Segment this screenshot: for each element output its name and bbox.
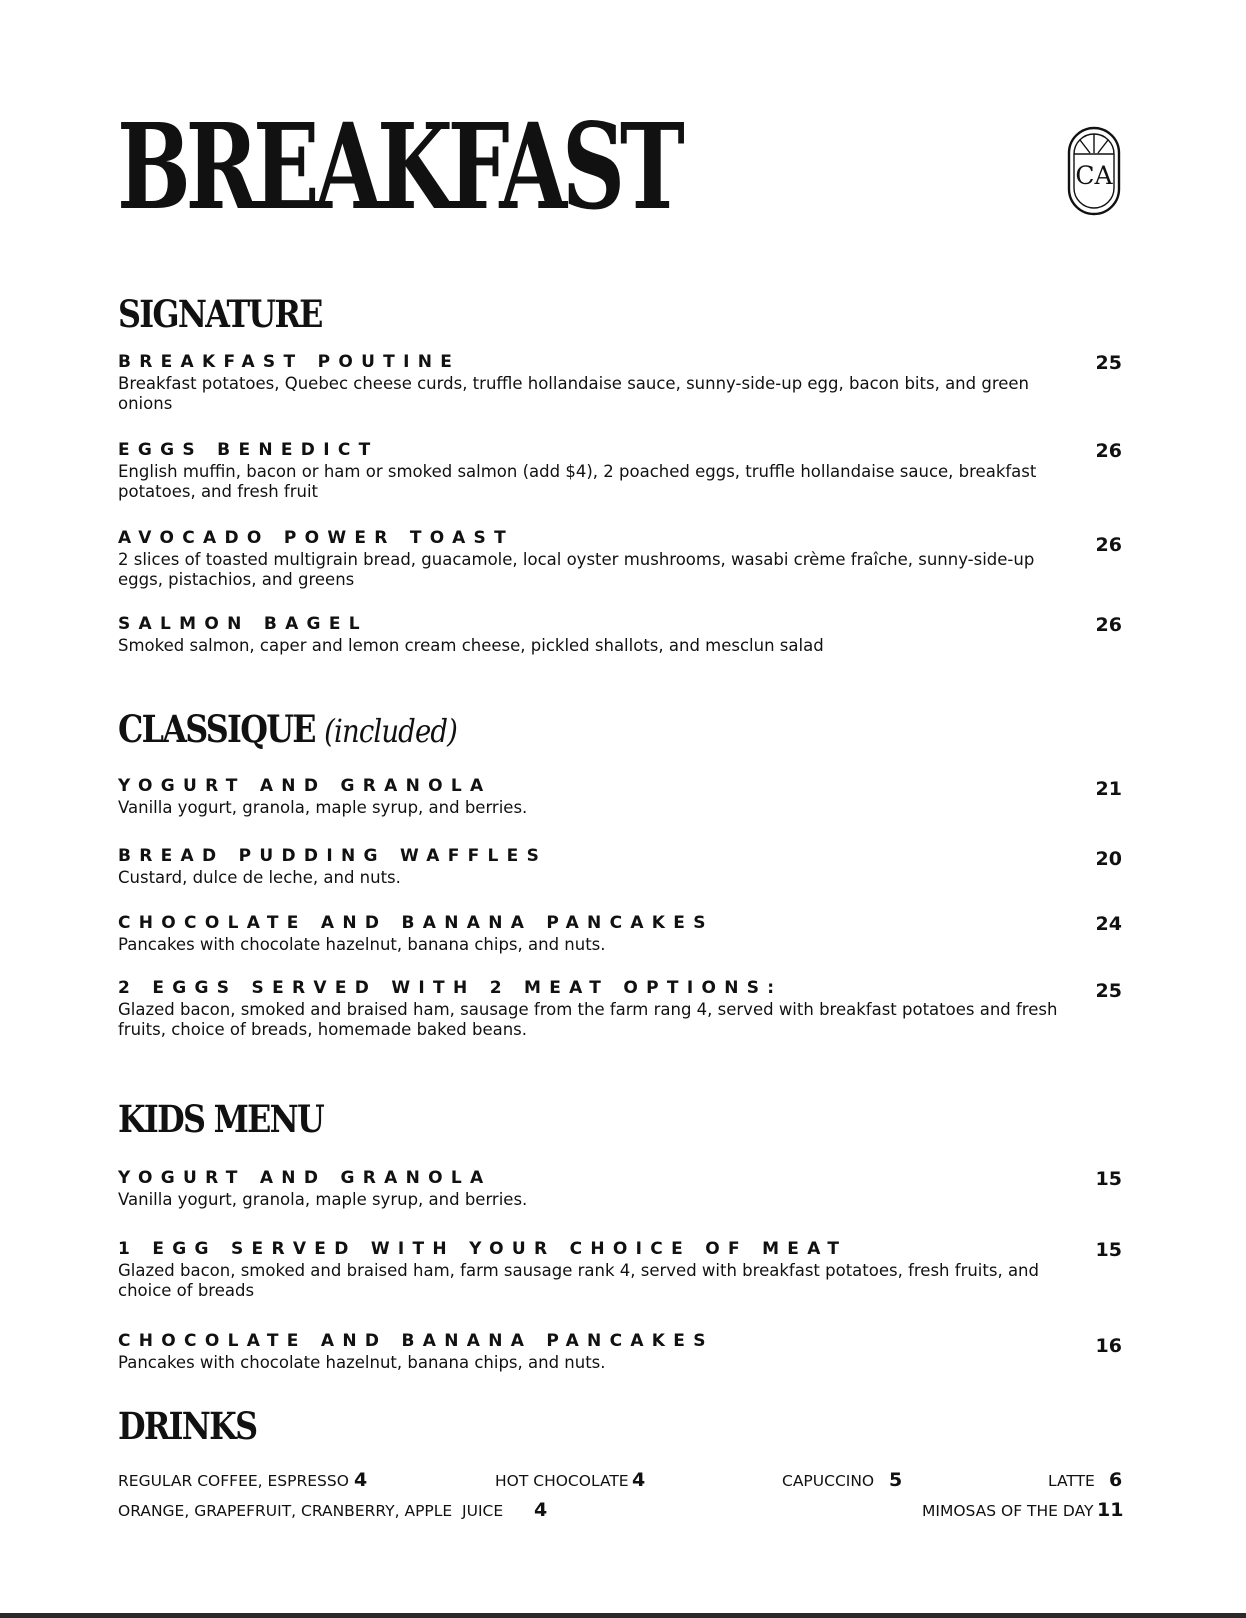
item-description: Custard, dulce de leche, and nuts.	[118, 868, 401, 887]
item-description: 2 slices of toasted multigrain bread, guacamole, local oyster mushrooms, wasabi crème fraîche, sunny-side-up eggs, pistachios, and greens	[118, 550, 1035, 589]
item-name: SALMON BAGEL	[118, 614, 368, 634]
item-price: 25	[1095, 352, 1122, 374]
restaurant-logo	[1066, 125, 1122, 217]
menu-item	[118, 978, 1122, 1040]
drinks-row	[118, 1499, 1124, 1528]
drink-price: 11	[1097, 1499, 1124, 1521]
drink-price: 4	[632, 1469, 646, 1491]
menu-item	[118, 614, 1122, 656]
item-price: 26	[1095, 614, 1122, 636]
item-name: YOGURT AND GRANOLA	[118, 1168, 492, 1188]
drink-item	[922, 1499, 1124, 1521]
item-name: BREAKFAST POUTINE	[118, 352, 461, 372]
item-description: Glazed bacon, smoked and braised ham, farm sausage rank 4, served with breakfast potatoes, fresh fruits, and choice of breads	[118, 1261, 1039, 1300]
item-description: Vanilla yogurt, granola, maple syrup, and berries.	[118, 798, 528, 817]
menu-item	[118, 1168, 1122, 1210]
item-price: 21	[1095, 778, 1122, 800]
item-name: BREAD PUDDING WAFFLES	[118, 846, 548, 866]
item-price: 25	[1095, 980, 1122, 1002]
item-description: Glazed bacon, smoked and braised ham, sausage from the farm rang 4, served with breakfast potatoes and fresh fruits, choice of breads, homemade baked beans.	[118, 1000, 1058, 1039]
item-price: 15	[1095, 1168, 1122, 1190]
menu-item	[118, 528, 1122, 590]
item-name: 1 EGG SERVED WITH YOUR CHOICE OF MEAT	[118, 1239, 848, 1259]
drink-name: REGULAR COFFEE, ESPRESSO	[118, 1472, 349, 1490]
item-price: 26	[1095, 440, 1122, 462]
drink-name: CAPUCCINO	[782, 1472, 875, 1490]
item-name: AVOCADO POWER TOAST	[118, 528, 514, 548]
page-title: BREAKFAST	[117, 97, 680, 236]
item-price: 26	[1095, 534, 1122, 556]
item-price: 16	[1095, 1335, 1122, 1357]
section-subtitle: (included)	[324, 712, 458, 750]
menu-item	[118, 352, 1122, 414]
logo-monogram: CA	[1075, 161, 1113, 190]
item-description: Pancakes with chocolate hazelnut, banana chips, and nuts.	[118, 935, 606, 954]
drink-item	[1048, 1469, 1123, 1491]
section-title-kids: KIDS MENU	[118, 1097, 324, 1141]
item-name: YOGURT AND GRANOLA	[118, 776, 492, 796]
menu-item	[118, 846, 1122, 888]
menu-item	[118, 776, 1122, 818]
drink-price: 4	[534, 1499, 548, 1521]
item-description: Breakfast potatoes, Quebec cheese curds, truffle hollandaise sauce, sunny-side-up egg, bacon bits, and green onions	[118, 374, 1030, 413]
section-title-text: CLASSIQUE	[118, 707, 315, 751]
drink-item	[118, 1469, 368, 1491]
item-name: CHOCOLATE AND BANANA PANCAKES	[118, 913, 714, 933]
drink-price: 5	[889, 1469, 903, 1491]
menu-item	[118, 440, 1122, 502]
item-description: Pancakes with chocolate hazelnut, banana chips, and nuts.	[118, 1353, 606, 1372]
section-title-signature: SIGNATURE	[118, 292, 322, 336]
item-name: 2 EGGS SERVED WITH 2 MEAT OPTIONS:	[118, 978, 783, 998]
bottom-border	[0, 1613, 1246, 1618]
item-price: 20	[1095, 848, 1122, 870]
drink-name: ORANGE, GRAPEFRUIT, CRANBERRY, APPLE JUICE	[118, 1502, 504, 1520]
menu-item	[118, 913, 1122, 955]
drink-item	[495, 1469, 646, 1491]
drink-price: 6	[1109, 1469, 1123, 1491]
item-price: 15	[1095, 1239, 1122, 1261]
section-title-drinks: DRINKS	[118, 1404, 257, 1448]
drink-name: MIMOSAS OF THE DAY	[922, 1502, 1094, 1520]
drink-item	[782, 1469, 903, 1491]
menu-item	[118, 1331, 1122, 1373]
item-name: EGGS BENEDICT	[118, 440, 379, 460]
item-name: CHOCOLATE AND BANANA PANCAKES	[118, 1331, 714, 1351]
drink-item	[118, 1499, 548, 1521]
item-price: 24	[1095, 913, 1122, 935]
section-title-classique	[118, 707, 457, 751]
item-description: Smoked salmon, caper and lemon cream cheese, pickled shallots, and mesclun salad	[118, 636, 824, 655]
drink-name: LATTE	[1048, 1472, 1095, 1490]
menu-item	[118, 1239, 1122, 1301]
item-description: English muffin, bacon or ham or smoked salmon (add $4), 2 poached eggs, truffle hollandaise sauce, breakfast potatoes, and fresh fruit	[118, 462, 1037, 501]
item-description: Vanilla yogurt, granola, maple syrup, and berries.	[118, 1190, 528, 1209]
drink-price: 4	[354, 1469, 368, 1491]
drink-name: HOT CHOCOLATE	[495, 1472, 629, 1490]
drinks-row	[118, 1469, 1123, 1498]
